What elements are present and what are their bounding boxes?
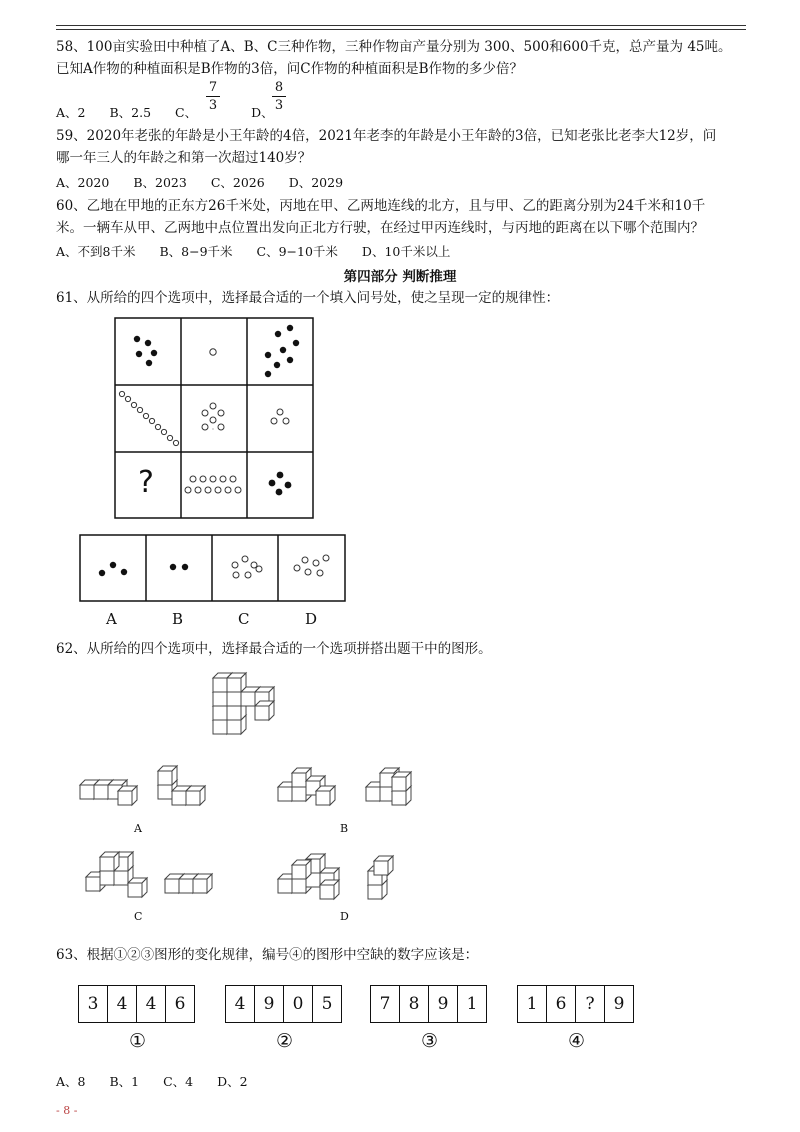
q63-box-4-cell: 9 xyxy=(613,994,625,1014)
q63-box-3 xyxy=(370,985,487,1023)
q63-box-3-label: ③ xyxy=(421,1030,439,1052)
q62-option-c-right xyxy=(165,874,212,893)
q62-option-b-left xyxy=(278,768,335,805)
q62-option-d-left xyxy=(278,854,339,899)
q63-box-3-cell: 9 xyxy=(429,986,458,1022)
q63-box-4-cell: 6 xyxy=(547,986,576,1022)
q60-option-a[interactable]: A、不到8千米 xyxy=(56,244,136,259)
q63-box-2-cell: 4 xyxy=(226,986,255,1022)
q63-options xyxy=(56,1072,268,1090)
q61-label-b[interactable]: B xyxy=(172,610,184,628)
q59-line2: 哪一年三人的年龄之和第一次超过140岁？ xyxy=(56,150,312,166)
q62-option-a-left xyxy=(80,780,137,805)
q59-line1: 59、2020年老张的年龄是小王年龄的4倍，2021年老李的年龄是小王年龄的3倍，已知老张比老李大12岁，问 xyxy=(56,128,717,144)
q63-box-1-cell: 4 xyxy=(108,986,137,1022)
q60-line2: 米。一辆车从甲、乙两地中点位置出发向正北方行驶，在经过甲丙连线时，与丙地的距离在以下哪个范围内？ xyxy=(56,220,704,236)
q63-box-2-cell: 0 xyxy=(284,986,313,1022)
q60-option-c[interactable]: C、9−10千米 xyxy=(256,244,338,259)
q63-box-4-cell: ? xyxy=(576,986,605,1022)
q61-label-a[interactable]: A xyxy=(106,610,117,628)
q59-option-b[interactable]: B、2023 xyxy=(133,175,187,190)
q63-box-2-cell: 9 xyxy=(255,986,284,1022)
q63-box-1 xyxy=(78,985,195,1023)
q63-box-1-cell: 6 xyxy=(174,994,186,1014)
q58-option-c[interactable]: C、 xyxy=(175,105,198,120)
q63-box-2-cell: 5 xyxy=(321,994,333,1014)
fraction-numerator: 7 xyxy=(208,80,218,95)
fraction-numerator: 8 xyxy=(274,80,284,95)
q62-option-a-right xyxy=(158,766,205,805)
q63-option-b[interactable]: B、1 xyxy=(109,1074,140,1089)
q61-label-c[interactable]: C xyxy=(238,610,250,628)
q58-option-b[interactable]: B、2.5 xyxy=(109,105,152,120)
q60-line1: 60、乙地在甲地的正东方26千米处，丙地在甲、乙两地连线的北方，且与甲、乙的距离分别为24千米和10千 xyxy=(56,198,706,214)
q63-box-3-cell: 7 xyxy=(371,986,400,1022)
q63-option-d[interactable]: D、2 xyxy=(217,1074,248,1089)
q62-option-b-right xyxy=(366,768,411,805)
q62-option-c-left xyxy=(86,852,147,897)
q63-text: 63、根据①②③图形的变化规律，编号④的图形中空缺的数字应该是： xyxy=(56,947,479,963)
q63-box-1-label: ① xyxy=(129,1030,147,1052)
q62-label-c[interactable]: C xyxy=(134,910,143,923)
q63-box-2-label: ② xyxy=(276,1030,294,1052)
q63-box-2 xyxy=(225,985,342,1023)
q63-box-3-cell: 1 xyxy=(466,994,478,1014)
q63-box-1-cell: 3 xyxy=(79,986,108,1022)
q61-question-mark: ? xyxy=(138,465,154,500)
q58-option-a[interactable]: A、2 xyxy=(56,105,86,120)
q58-line1: 58、100亩实验田中种植了A、B、C三种作物，三种作物亩产量分别为 300、500和600千克，总产量为 45吨。 xyxy=(56,39,732,55)
q62-label-d[interactable]: D xyxy=(340,910,349,923)
q63-box-4-cell: 1 xyxy=(518,986,547,1022)
fraction-denominator: 3 xyxy=(208,98,218,113)
q58-line2: 已知A作物的种植面积是B作物的3倍，问C作物的种植面积是B作物的多少倍？ xyxy=(56,61,524,77)
q61-label-d[interactable]: D xyxy=(305,610,318,628)
q62-label-b[interactable]: B xyxy=(340,822,349,835)
section-title: 第四部分 判断推理 xyxy=(343,269,457,285)
q63-option-a[interactable]: A、8 xyxy=(56,1074,86,1089)
q60-option-d[interactable]: D、10千米以上 xyxy=(361,244,451,259)
q60-option-b[interactable]: B、8−9千米 xyxy=(159,244,233,259)
q62-option-d-right xyxy=(368,856,393,899)
page-number: - 8 - xyxy=(56,1104,78,1117)
q62-label-a[interactable]: A xyxy=(134,822,142,835)
fraction-denominator: 3 xyxy=(274,98,284,113)
q63-option-c[interactable]: C、4 xyxy=(163,1074,194,1089)
q63-box-4 xyxy=(517,985,634,1023)
q59-option-c[interactable]: C、2026 xyxy=(210,175,265,190)
q62-stem-figure xyxy=(213,673,274,734)
q63-box-4-label: ④ xyxy=(568,1030,586,1052)
q59-option-a[interactable]: A、2020 xyxy=(56,175,110,190)
q58-option-d[interactable]: D、 xyxy=(251,105,274,120)
q63-box-3-cell: 8 xyxy=(400,986,429,1022)
q59-option-d[interactable]: D、2029 xyxy=(288,175,344,190)
q61-text: 61、从所给的四个选项中，选择最合适的一个填入问号处，使之呈现一定的规律性： xyxy=(56,290,560,306)
q62-text: 62、从所给的四个选项中，选择最合适的一个选项拼搭出题干中的图形。 xyxy=(56,641,492,657)
q63-box-1-cell: 4 xyxy=(137,986,166,1022)
